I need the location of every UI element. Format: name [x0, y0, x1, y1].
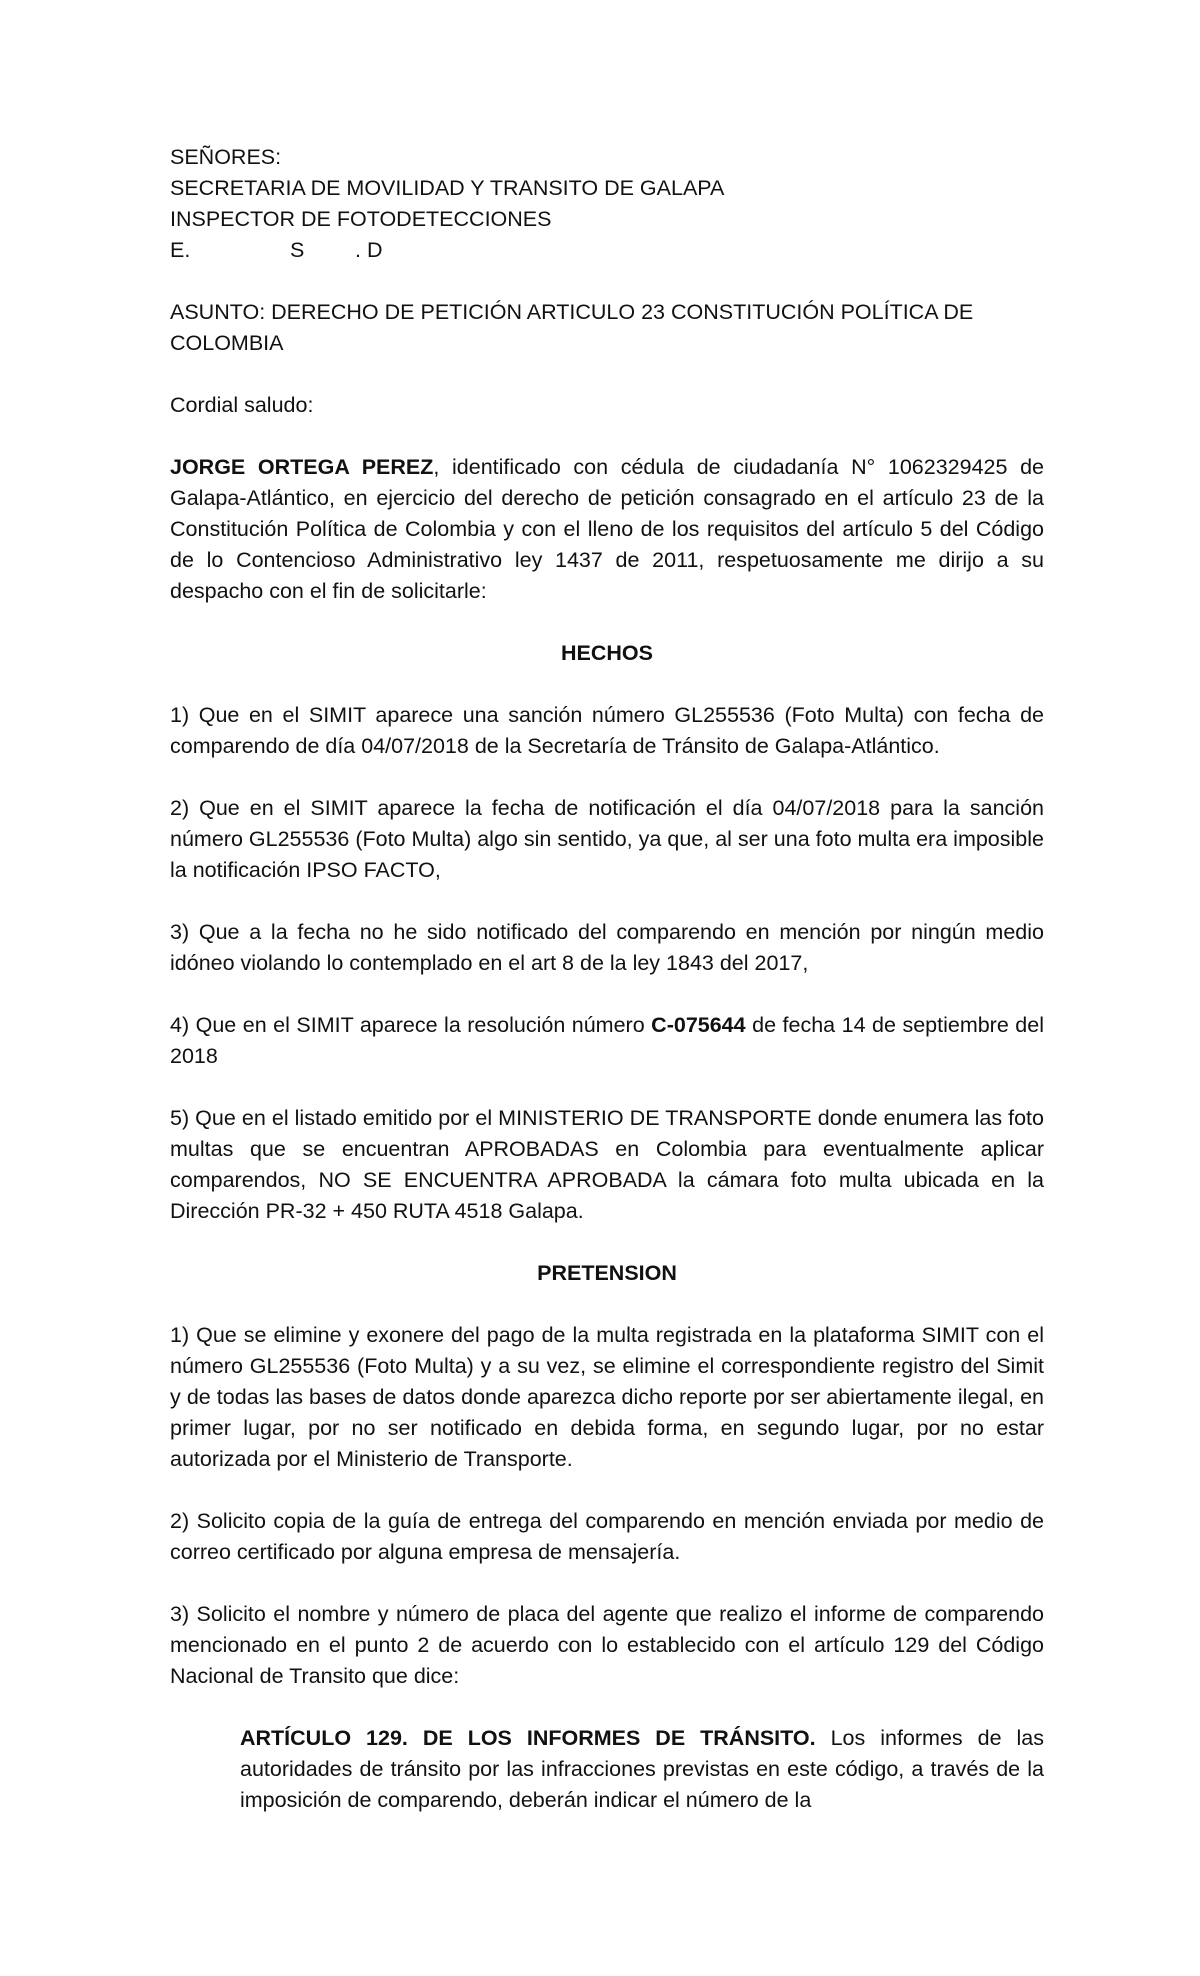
pretension-heading: PRETENSION [537, 1261, 677, 1285]
pretension-2: 2) Solicito copia de la guía de entrega del comparendo en mención enviada por medio de correo certificado por alguna empresa de mensajería. [170, 1509, 1044, 1564]
intro-paragraph [170, 452, 1044, 607]
article-129-text: Los informes de las autoridades de tránsito por las infracciones previstas en este código, a través de la imposición de comparendo, deberán indicar el número de la [240, 1726, 1044, 1812]
recipient-office: INSPECTOR DE FOTODETECCIONES [170, 207, 552, 231]
hecho-2: 2) Que en el SIMIT aparece la fecha de notificación el día 04/07/2018 para la sanción número GL255536 (Foto Multa) algo sin sentido, ya que, al ser una foto multa era imposible la notificación IPSO FACTO, [170, 796, 1044, 882]
esd-d: . D [355, 238, 383, 262]
esd-s: S [290, 238, 305, 262]
pretension-1: 1) Que se elimine y exonere del pago de la multa registrada en la plataforma SIMIT con el número GL255536 (Foto Multa) y a su vez, se elimine el correspondiente registro del Simit y de todas las bases de datos donde aparezca dicho reporte por ser abiertamente ilegal, en primer lugar, por no ser notificado en debida forma, en segundo lugar, por no estar autorizada por el Ministerio de Transporte. [170, 1323, 1044, 1471]
article-129-quote [240, 1723, 1044, 1816]
recipient-salutation: SEÑORES: [170, 145, 282, 169]
intro-text: , identificado con cédula de ciudadanía N° 1062329425 de Galapa-Atlántico, en ejercicio del derecho de petición consagrado en el artículo 23 de la Constitución Política de Colombia y con el lleno de los requisitos del artículo 5 del Código de lo Contencioso Administrativo ley 1437 de 2011, respetuosamente me dirijo a su despacho con el fin de solicitarle: [170, 455, 1044, 603]
hecho-4-text: 4) Que en el SIMIT aparece la resolución número [170, 1013, 652, 1037]
resolution-number: C-075644 [651, 1013, 746, 1037]
hecho-3: 3) Que a la fecha no he sido notificado del comparendo en mención por ningún medio idóneo violando lo contemplado en el art 8 de la ley 1843 del 2017, [170, 920, 1044, 975]
petitioner-name: JORGE ORTEGA PEREZ [170, 455, 434, 479]
article-129-title: ARTÍCULO 129. DE LOS INFORMES DE TRÁNSITO. [240, 1726, 816, 1750]
recipient-agency: SECRETARIA DE MOVILIDAD Y TRANSITO DE GALAPA [170, 176, 725, 200]
esd-e: E. [170, 238, 191, 262]
esd-line [170, 235, 1044, 266]
greeting: Cordial saludo: [170, 393, 314, 417]
recipient-block [170, 142, 1044, 266]
pretension-3: 3) Solicito el nombre y número de placa del agente que realizo el informe de comparendo mencionado en el punto 2 de acuerdo con lo establecido con el artículo 129 del Código Nacional de Transito que dice: [170, 1602, 1044, 1688]
hecho-1: 1) Que en el SIMIT aparece una sanción número GL255536 (Foto Multa) con fecha de comparendo de día 04/07/2018 de la Secretaría de Tránsito de Galapa-Atlántico. [170, 703, 1044, 758]
letter-page [170, 142, 1044, 1816]
hecho-4-date: de fecha 14 de septiembre del 2018 [170, 1013, 1044, 1068]
hechos-heading: HECHOS [561, 641, 653, 665]
subject-line: ASUNTO: DERECHO DE PETICIÓN ARTICULO 23 CONSTITUCIÓN POLÍTICA DE COLOMBIA [170, 300, 974, 355]
hecho-4 [170, 1010, 1044, 1072]
hecho-5: 5) Que en el listado emitido por el MINISTERIO DE TRANSPORTE donde enumera las foto multas que se encuentran APROBADAS en Colombia para eventualmente aplicar comparendos, NO SE ENCUENTRA APROBADA la cámara foto multa ubicada en la Dirección PR-32 + 450 RUTA 4518 Galapa. [170, 1106, 1044, 1223]
